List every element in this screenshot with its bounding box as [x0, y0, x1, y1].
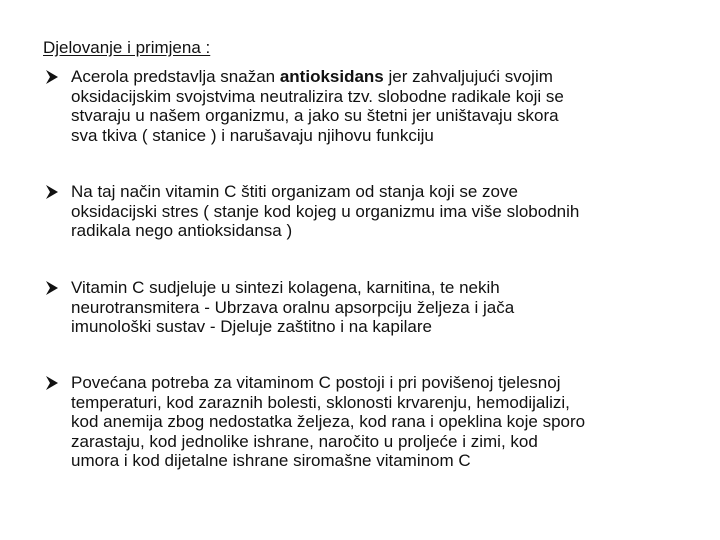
bullet-line: sva tkiva ( stanice ) i narušavaju njihovu funkciju	[71, 125, 434, 145]
section-heading: Djelovanje i primjena :	[43, 38, 211, 57]
bullet-line: imunološki sustav - Djeluje zaštitno i na kapilare	[71, 317, 432, 337]
arrowhead-bullet-icon	[43, 67, 61, 87]
bullet-text	[71, 67, 564, 145]
arrowhead-bullet-icon	[43, 373, 61, 393]
bullet-text	[71, 278, 514, 337]
bullet-text-part: Acerola predstavlja snažan	[71, 67, 280, 86]
bullet-text	[71, 182, 579, 241]
bullet-line: temperaturi, kod zaraznih bolesti, sklonosti krvarenju, hemodijalizi,	[71, 392, 570, 412]
bullet-line: radikala nego antioksidansa )	[71, 221, 293, 241]
arrowhead-bullet-icon	[43, 278, 61, 298]
bullet-line: Vitamin C sudjeluje u sintezi kolagena, karnitina, te nekih	[71, 278, 500, 297]
bullet-line: Na taj način vitamin C štiti organizam od stanja koji se zove	[71, 182, 518, 201]
bullet-line: kod anemija zbog nedostatka željeza, kod rana i opeklina koje sporo	[71, 412, 586, 432]
bullet-line: oksidacijskim svojstvima neutralizira tzv. slobodne radikale koji se	[71, 86, 564, 106]
arrowhead-bullet-icon	[43, 182, 61, 202]
bullet-line: neurotransmitera - Ubrzava oralnu apsorpciju željeza i jača	[71, 297, 515, 317]
bullet-line	[71, 67, 564, 87]
bullet-line: zarastaju, kod jednolike ishrane, naročito u proljeće i zimi, kod	[71, 431, 538, 451]
bullet-line: umora i kod dijetalne ishrane siromašne vitaminom C	[71, 451, 471, 471]
bullet-line: stvaraju u našem organizmu, a jako su štetni jer uništavaju skora	[71, 106, 559, 126]
bullet-line: Povećana potreba za vitaminom C postoji i pri povišenoj tjelesnoj	[71, 373, 561, 392]
bullet-bold-term: antioksidans	[279, 67, 384, 86]
bullet-text	[71, 373, 585, 471]
bullet-text-part: jer zahvaljujući svojim	[383, 67, 553, 86]
bullet-line: oksidacijski stres ( stanje kod kojeg u organizmu ima više slobodnih	[71, 201, 580, 221]
